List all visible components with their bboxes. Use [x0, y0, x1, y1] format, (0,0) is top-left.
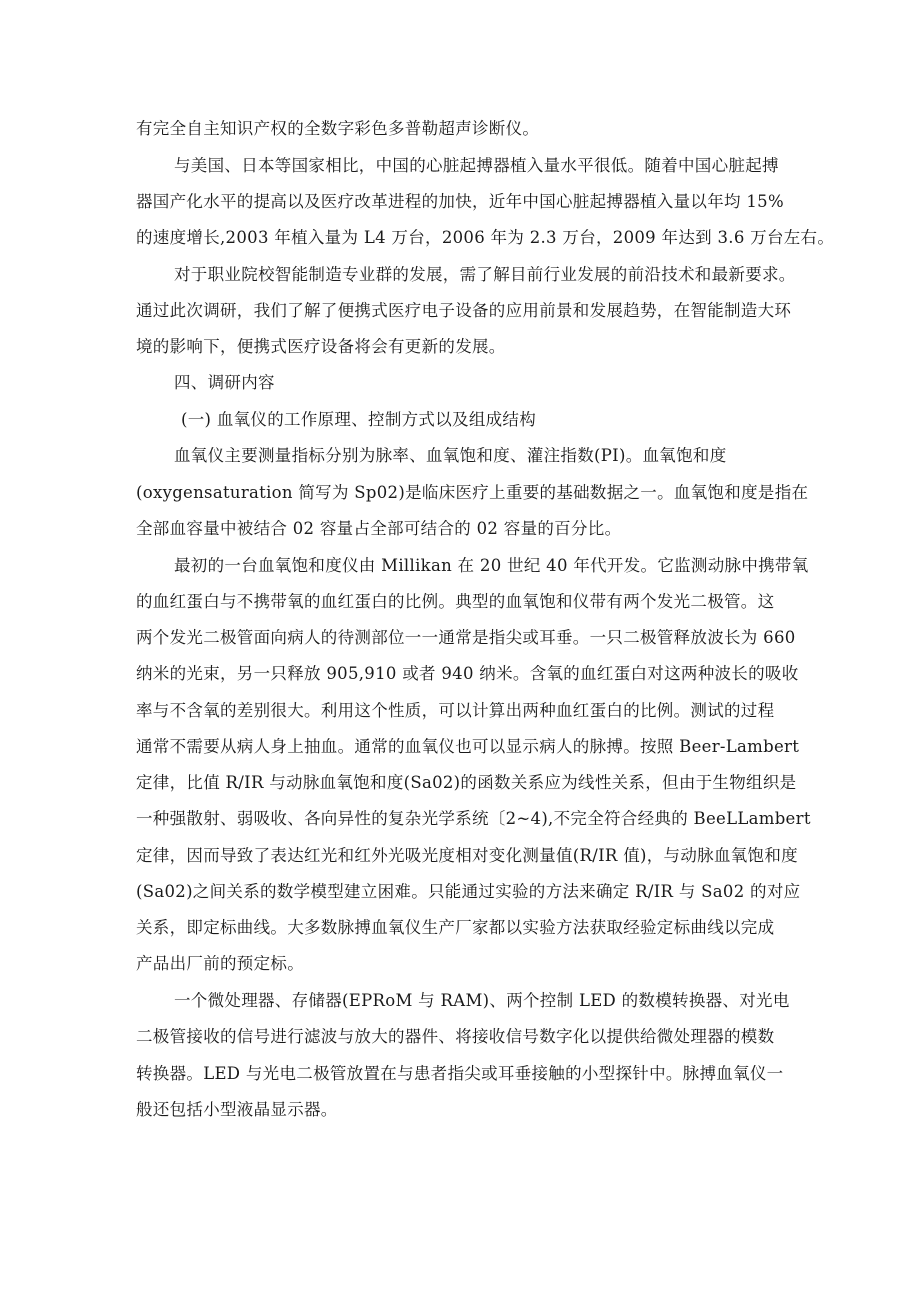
text-line: (oxygensaturation 简写为 Sp02)是临床医疗上重要的基础数据之一。血氧饱和度是指在 — [136, 483, 809, 502]
text-line: 转换器。LED 与光电二极管放置在与患者指尖或耳垂接触的小型探针中。脉搏血氧仪一 — [136, 1064, 784, 1083]
text-line: 两个发光二极管面向病人的待测部位一一通常是指尖或耳垂。一只二极管释放波长为 660 — [136, 628, 796, 647]
text-line: 境的影响下，便携式医疗设备将会有更新的发展。 — [136, 337, 506, 356]
text-line: 血氧仪主要测量指标分别为脉率、血氧饱和度、灌注指数(PI)。血氧饱和度 — [174, 446, 727, 465]
subsection-heading: (一) 血氧仪的工作原理、控制方式以及组成结构 — [181, 410, 537, 429]
text-line: 与美国、日本等国家相比，中国的心脏起搏器植入量水平很低。随着中国心脏起搏 — [174, 156, 779, 175]
text-line: 一个微处理器、存储器(EPRoM 与 RAM)、两个控制 LED 的数模转换器、对光电 — [174, 991, 790, 1010]
text-line: 定律，因而导致了表达红光和红外光吸光度相对变化测量值(R/IR 值)，与动脉血氧饱和度 — [136, 846, 798, 865]
text-line: 般还包括小型液晶显示器。 — [136, 1100, 338, 1119]
text-line: 二极管接收的信号进行滤波与放大的器件、将接收信号数字化以提供给微处理器的模数 — [136, 1027, 775, 1046]
text-line: 产品出厂前的预定标。 — [136, 954, 304, 973]
text-line: 最初的一台血氧饱和度仪由 Millikan 在 20 世纪 40 年代开发。它监测动脉中携带氧 — [174, 556, 809, 575]
text-line: 的血红蛋白与不携带氧的血红蛋白的比例。典型的血氧饱和仪带有两个发光二极管。这 — [136, 592, 775, 611]
text-line: 的速度增长,2003 年植入量为 L4 万台，2006 年为 2.3 万台，2009 年达到 3.6 万台左右。 — [136, 228, 835, 247]
text-line: (Sa02)之间关系的数学模型建立困难。只能通过实验的方法来确定 R/IR 与 Sa02 的对应 — [136, 882, 801, 901]
text-line: 器国产化水平的提高以及医疗改革进程的加快，近年中国心脏起搏器植入量以年均 15% — [136, 192, 784, 211]
text-line: 对于职业院校智能制造专业群的发展，需了解目前行业发展的前沿技术和最新要求。 — [174, 265, 796, 284]
text-line: 通常不需要从病人身上抽血。通常的血氧仪也可以显示病人的脉搏。按照 Beer-Lambert — [136, 737, 800, 756]
section-heading: 四、调研内容 — [174, 373, 275, 392]
text-line: 一种强散射、弱吸收、各向异性的复杂光学系统〔2~4),不完全符合经典的 BeeLLambert — [136, 809, 811, 828]
text-line: 纳米的光束，另一只释放 905,910 或者 940 纳米。含氧的血红蛋白对这两种波长的吸收 — [136, 664, 799, 683]
text-line: 关系，即定标曲线。大多数脉搏血氧仪生产厂家都以实验方法获取经验定标曲线以完成 — [136, 918, 775, 937]
text-line: 有完全自主知识产权的全数字彩色多普勒超声诊断仪。 — [136, 119, 540, 138]
text-line: 全部血容量中被结合 02 容量占全部可结合的 02 容量的百分比。 — [136, 519, 622, 538]
text-line: 通过此次调研，我们了解了便携式医疗电子设备的应用前景和发展趋势，在智能制造大环 — [136, 301, 792, 320]
text-line: 定律，比值 R/IR 与动脉血氧饱和度(Sa02)的函数关系应为线性关系，但由于生物组织是 — [136, 773, 797, 792]
text-line: 率与不含氧的差别很大。利用这个性质，可以计算出两种血红蛋白的比例。测试的过程 — [136, 701, 775, 720]
